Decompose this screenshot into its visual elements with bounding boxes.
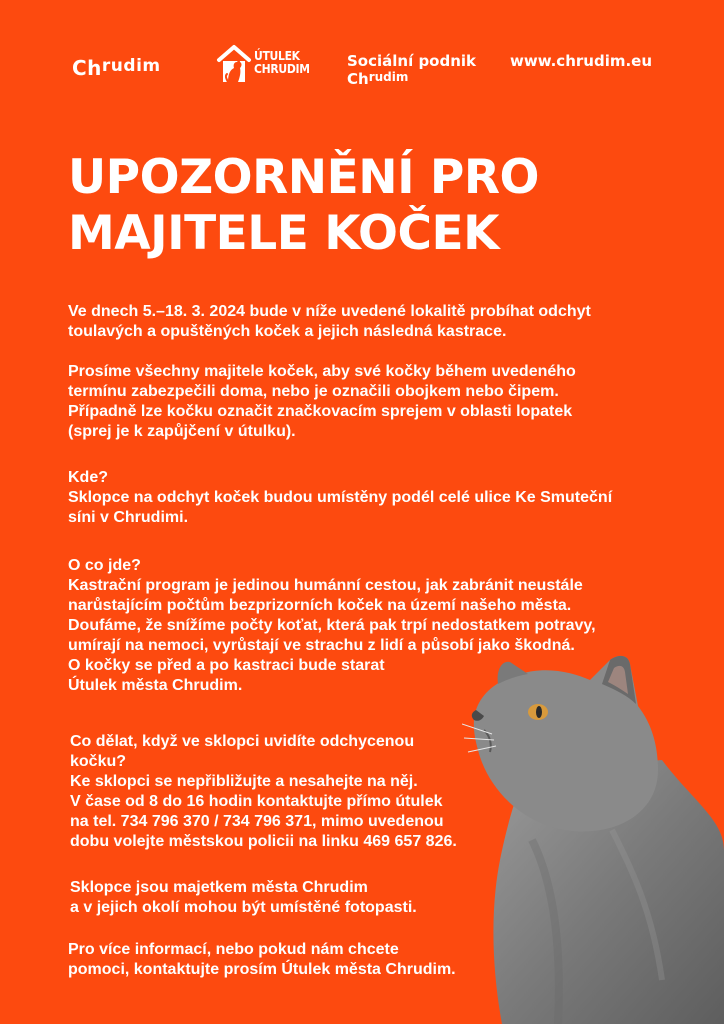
paragraph-where: [68, 468, 668, 528]
text-line: Sklopce na odchyt koček budou umístěny podél celé ulice Ke Smuteční: [68, 489, 613, 506]
text-line: umírají na nemoci, vyrůstají ve strachu z lidí a působí jako škodná.: [68, 637, 575, 654]
text-line: na tel. 734 796 370 / 734 796 371, mimo uvedenou: [70, 813, 444, 830]
social-line1: Sociální podnik: [347, 52, 477, 70]
text-line: Ve dnech 5.–18. 3. 2024 bude v níže uvedené lokalitě probíhat odchyt: [68, 303, 591, 320]
paragraph-dates: [68, 302, 668, 342]
text-line: termínu zabezpečili doma, nebo je označili obojkem nebo čipem.: [68, 383, 559, 400]
social-brand: [347, 70, 476, 89]
chrudim-logo-pre: Ch: [72, 56, 102, 80]
utulek-line2: CHRUDIM: [254, 62, 310, 76]
social-brand-pre: Ch: [347, 70, 369, 88]
paragraph-request: [68, 362, 668, 442]
section-heading-what: O co jde?: [68, 557, 141, 574]
text-line: Případně lze kočku označit značkovacím sprejem v oblasti lopatek: [68, 403, 573, 420]
header: [0, 0, 724, 110]
title-line-2: MAJITELE KOČEK: [68, 206, 499, 261]
page-title: [68, 150, 668, 262]
text-line: kočku?: [70, 753, 127, 770]
text-line: a v jejich okolí mohou být umístěné fotopasti.: [70, 899, 417, 916]
chrudim-logo-up: rudim: [101, 56, 161, 76]
section-heading-what-to-do: Co dělat, když ve sklopci uvidíte odchycenou: [70, 733, 415, 750]
cat-photo: [462, 650, 724, 1024]
section-heading-where: Kde?: [68, 469, 108, 486]
text-line: narůstajícím počtům bezprizorních koček na území našeho města.: [68, 597, 572, 614]
utulek-logo-text: [254, 50, 310, 76]
text-line: Útulek města Chrudim.: [68, 677, 243, 694]
text-line: Ke sklopci se nepřibližujte a nesahejte na něj.: [70, 773, 418, 790]
utulek-logo: [216, 44, 316, 88]
text-line: V čase od 8 do 16 hodin kontaktujte přímo útulek: [70, 793, 443, 810]
website-url: www.chrudim.eu: [510, 52, 653, 70]
text-line: Pro více informací, nebo pokud nám chcete: [68, 941, 399, 958]
cat-pupil: [536, 706, 542, 718]
shelter-house-icon: [216, 44, 252, 86]
text-line: dobu volejte městskou policii na linku 469 657 826.: [70, 833, 457, 850]
text-line: pomoci, kontaktujte prosím Útulek města Chrudim.: [68, 961, 456, 978]
text-line: síni v Chrudimi.: [68, 509, 189, 526]
text-line: Doufáme, že snížíme počty koťat, která pak trpí nedostatkem potravy,: [68, 617, 596, 634]
utulek-line1: ÚTULEK: [254, 49, 300, 63]
text-line: (sprej je k zapůjčení v útulku).: [68, 423, 296, 440]
text-line: Prosíme všechny majitele koček, aby své kočky během uvedeného: [68, 363, 576, 380]
social-enterprise-logo: [347, 52, 476, 89]
title-line-1: UPOZORNĚNÍ PRO: [68, 150, 540, 205]
text-line: Sklopce jsou majetkem města Chrudim: [70, 879, 368, 896]
text-line: toulavých a opuštěných koček a jejich následná kastrace.: [68, 323, 507, 340]
social-brand-up: rudim: [368, 70, 409, 84]
text-line: O kočky se před a po kastraci bude starat: [68, 657, 385, 674]
text-line: Kastrační program je jedinou humánní cestou, jak zabránit neustále: [68, 577, 583, 594]
chrudim-logo: [72, 56, 161, 80]
